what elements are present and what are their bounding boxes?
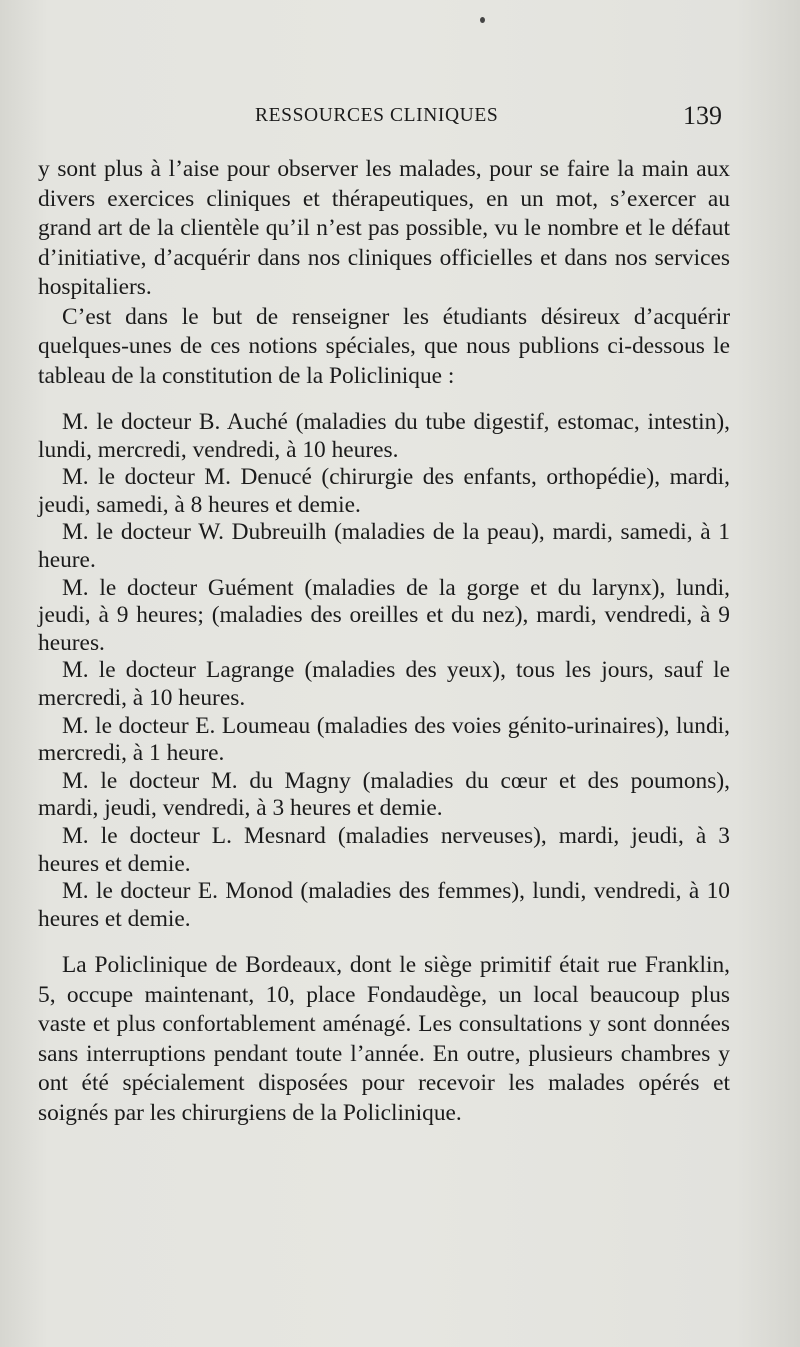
page-number: 139 bbox=[683, 101, 722, 130]
list-item: M. le docteur M. Denucé (chirurgie des enfants, orthopédie), mardi, jeudi, samedi, à 8 heures et demie. bbox=[38, 464, 730, 518]
running-header bbox=[40, 103, 730, 137]
doctor-list bbox=[38, 409, 730, 933]
list-item: M. le docteur E. Loumeau (maladies des voies génito-urinaires), lundi, mercredi, à 1 heure. bbox=[38, 712, 730, 767]
list-item: M. le docteur L. Mesnard (maladies nerveuses), mardi, jeudi, à 3 heures et demie. bbox=[38, 822, 730, 877]
list-item: M. le docteur M. du Magny (maladies du cœur et des poumons), mardi, jeudi, vendredi, à 3 heures et demie. bbox=[38, 767, 730, 822]
list-item: M. le docteur Lagrange (maladies des yeux), tous les jours, sauf le mercredi, à 10 heures. bbox=[38, 657, 730, 711]
list-item: M. le docteur Guément (maladies de la gorge et du larynx), lundi, jeudi, à 9 heures; (maladies des oreilles et du nez), mardi, vendredi, à 9 heures. bbox=[38, 574, 730, 656]
page-body bbox=[38, 155, 730, 1128]
paragraph-location: La Policlinique de Bordeaux, dont le siège primitif était rue Franklin, 5, occupe maintenant, 10, place Fondaudège, un local beaucoup plus vaste et plus confortablement aménagé. Les consultations y sont données sans interruptions pendant toute l’année. En outre, plusieurs chambres y ont été spécialement disposées pour recevoir les malades opérés et soignés par les chirurgiens de la Policlinique. bbox=[38, 952, 730, 1126]
list-item: M. le docteur B. Auché (maladies du tube digestif, estomac, intestin), lundi, mercredi, vendredi, à 10 heures. bbox=[38, 409, 730, 463]
running-title: RESSOURCES CLINIQUES bbox=[255, 105, 499, 126]
list-item: M. le docteur W. Dubreuilh (maladies de la peau), mardi, samedi, à 1 heure. bbox=[38, 519, 730, 573]
ink-speck bbox=[480, 17, 485, 23]
paragraph-continuation: y sont plus à l’aise pour observer les malades, pour se faire la main aux divers exercices cliniques et thérapeutiques, en un mot, s’exercer au grand art de la clientèle qu’il n’est pas possible, vu le nombre et le défaut d’initiative, d’acquérir dans nos cliniques officielles et dans nos services hospitaliers. bbox=[38, 156, 730, 300]
paragraph-purpose: C’est dans le but de renseigner les étudiants désireux d’acquérir quelques-unes de ces notions spéciales, que nous publions ci-dessous le tableau de la constitution de la Policlinique : bbox=[38, 303, 730, 389]
list-item: M. le docteur E. Monod (maladies des femmes), lundi, vendredi, à 10 heures et demie. bbox=[38, 878, 730, 932]
